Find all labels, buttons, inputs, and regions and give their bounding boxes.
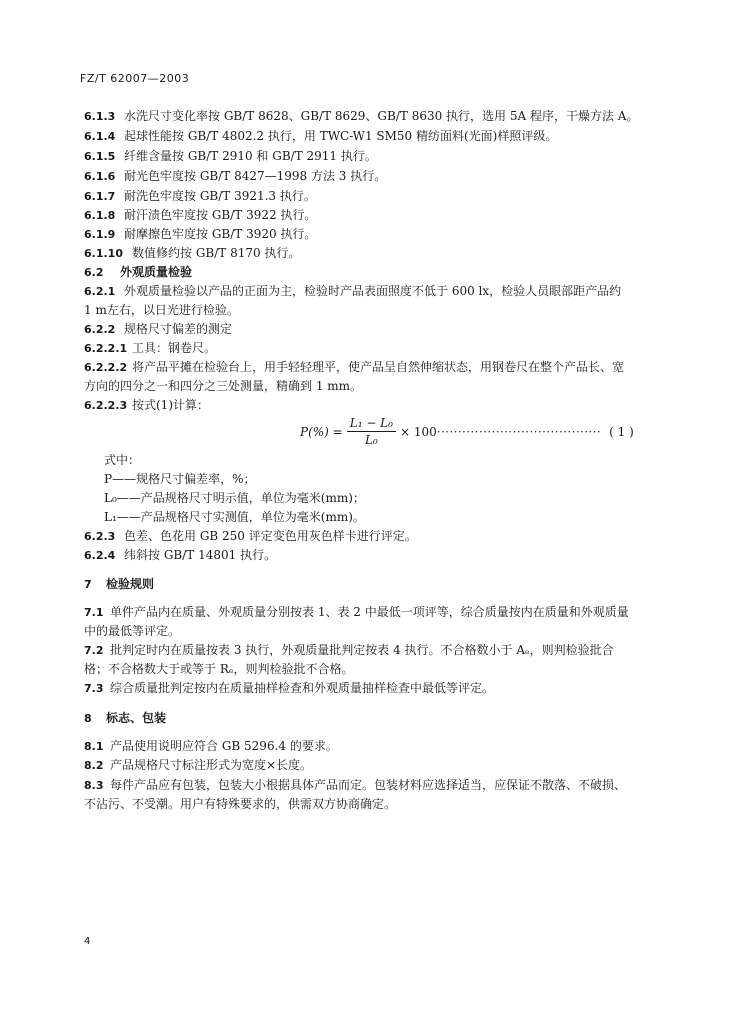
clause-7-2-cont: 格；不合格数大于或等于 Rₑ，则判检验批不合格。 [84, 662, 354, 676]
clause-text: 按式(1)计算： [132, 398, 209, 412]
clause-6-1-9 [84, 226, 316, 243]
formula-lhs: P(%) = [300, 424, 343, 439]
clause-7-1-cont: 中的最低等评定。 [84, 624, 181, 638]
clause-text: 起球性能按 GB/T 4802.2 执行，用 TWC-W1 SM50 精纺面料(光面)样照评级。 [124, 129, 558, 143]
clause-6-1-3 [84, 108, 638, 125]
clause-8-3 [84, 777, 626, 794]
clause-6-2-2 [84, 321, 232, 338]
clause-number: 6.2.2.2 [84, 361, 128, 374]
formula-1 [300, 416, 634, 447]
clause-title: 规格尺寸偏差的测定 [124, 322, 233, 336]
clause-6-2-1 [84, 283, 621, 300]
section-title: 标志、包装 [106, 711, 167, 725]
clause-text: 色差、色花用 GB 250 评定变色用灰色样卡进行评定。 [124, 529, 417, 543]
clause-text: 耐摩擦色牢度按 GB/T 3920 执行。 [124, 227, 317, 241]
clause-number: 6.1.5 [84, 150, 116, 163]
clause-number: 6.2.2.1 [84, 342, 128, 355]
formula-leader-dots: ······································· [436, 424, 602, 439]
where-item-p: P——规格尺寸偏差率，%； [104, 472, 256, 486]
clause-number: 6.2.4 [84, 549, 116, 562]
clause-text-line1: 每件产品应有包装，包装大小根据具体产品而定。包装材料应选择适当，应保证不散落、不破损、 [110, 778, 627, 792]
clause-text-line1: 外观质量检验以产品的正面为主，检验时产品表面照度不低于 600 lx，检验人员眼部距产品约 [124, 284, 622, 298]
where-label: 式中： [104, 453, 141, 467]
clause-6-1-4 [84, 128, 557, 145]
clause-number: 8.2 [84, 759, 104, 772]
clause-number: 7.3 [84, 682, 104, 695]
clause-text: 产品规格尺寸标注形式为宽度×长度。 [110, 758, 313, 772]
equation-number: ( 1 ) [609, 424, 634, 439]
clause-8-2 [84, 757, 312, 774]
clause-text-line1: 将产品平摊在检验台上，用手轻轻理平，使产品呈自然伸缩状态，用钢卷尺在整个产品长、宽 [132, 360, 625, 374]
clause-6-1-6 [84, 168, 386, 185]
clause-number: 8.3 [84, 779, 104, 792]
formula-denominator: L₀ [364, 433, 378, 447]
clause-number: 8.1 [84, 740, 104, 753]
clause-7-2 [84, 642, 614, 659]
clause-number: 6.1.7 [84, 190, 116, 203]
clause-number: 6.1.3 [84, 110, 116, 123]
clause-text: 纬斜按 GB/T 14801 执行。 [124, 548, 277, 562]
clause-text: 纤维含量按 GB/T 2910 和 GB/T 2911 执行。 [124, 149, 377, 163]
where-item-l1: L₁——产品规格尺寸实测值，单位为毫米(mm)。 [104, 510, 365, 524]
clause-text: 耐汗渍色牢度按 GB/T 3922 执行。 [124, 208, 317, 222]
clause-6-1-8 [84, 207, 316, 224]
clause-6-2-2-1 [84, 340, 216, 357]
section-7-heading [84, 576, 154, 593]
clause-6-1-5 [84, 148, 377, 165]
clause-number: 6.2.2 [84, 323, 116, 336]
clause-number: 6.2.1 [84, 285, 116, 298]
page-number: 4 [84, 936, 91, 947]
standard-code: FZ/T 62007—2003 [80, 72, 190, 85]
clause-text: 耐光色牢度按 GB/T 8427—1998 方法 3 执行。 [124, 169, 387, 183]
clause-text: 耐洗色牢度按 GB/T 3921.3 执行。 [124, 189, 316, 203]
clause-text: 产品使用说明应符合 GB 5296.4 的要求。 [110, 739, 338, 753]
formula-fraction [347, 416, 396, 447]
section-title: 外观质量检验 [120, 265, 193, 279]
clause-number: 6.1.10 [84, 247, 123, 260]
clause-6-1-10 [84, 245, 300, 262]
formula-tail: × 100 [399, 424, 437, 439]
clause-6-2-2-2-cont: 方向的四分之一和四分之三处测量，精确到 1 mm。 [84, 379, 363, 393]
section-number: 8 [84, 712, 92, 725]
clause-number: 6.2.3 [84, 530, 116, 543]
clause-number: 6.2.2.3 [84, 399, 128, 412]
section-number: 7 [84, 578, 92, 591]
clause-text: 数值修约按 GB/T 8170 执行。 [132, 246, 301, 260]
clause-8-1 [84, 738, 338, 755]
clause-6-1-7 [84, 188, 316, 205]
clause-6-2-2-3 [84, 397, 209, 414]
clause-number: 7.2 [84, 644, 104, 657]
clause-7-3 [84, 680, 494, 697]
clause-number: 6.1.8 [84, 209, 116, 222]
clause-7-1 [84, 604, 629, 621]
section-8-heading [84, 710, 166, 727]
clause-6-2-3 [84, 528, 417, 545]
section-6-2-heading [84, 264, 192, 281]
clause-number: 6.1.6 [84, 170, 116, 183]
formula-numerator: L₁ − L₀ [347, 416, 396, 432]
section-title: 检验规则 [106, 577, 155, 591]
clause-text: 工具：钢卷尺。 [132, 341, 217, 355]
section-number: 6.2 [84, 266, 104, 279]
clause-6-2-4 [84, 547, 276, 564]
clause-6-2-2-2 [84, 359, 624, 376]
clause-6-2-1-cont: 1 m左右，以日光进行检验。 [84, 303, 239, 317]
clause-8-3-cont: 不沾污、不受潮。用户有特殊要求的，供需双方协商确定。 [84, 797, 397, 811]
clause-text-line1: 单件产品内在质量、外观质量分别按表 1、表 2 中最低一项评等，综合质量按内在质量和外观质量 [110, 605, 629, 619]
clause-text: 综合质量批判定按内在质量抽样检查和外观质量抽样检查中最低等评定。 [110, 681, 495, 695]
clause-text: 水洗尺寸变化率按 GB/T 8628、GB/T 8629、GB/T 8630 执行，选用 5A 程序，干燥方法 A。 [124, 109, 639, 123]
clause-number: 7.1 [84, 606, 104, 619]
clause-text-line1: 批判定时内在质量按表 3 执行，外观质量批判定按表 4 执行。不合格数小于 Aₑ，则判检验批合 [110, 643, 614, 657]
clause-number: 6.1.9 [84, 228, 116, 241]
where-item-l0: L₀——产品规格尺寸明示值，单位为毫米(mm)； [104, 491, 365, 505]
clause-number: 6.1.4 [84, 130, 116, 143]
